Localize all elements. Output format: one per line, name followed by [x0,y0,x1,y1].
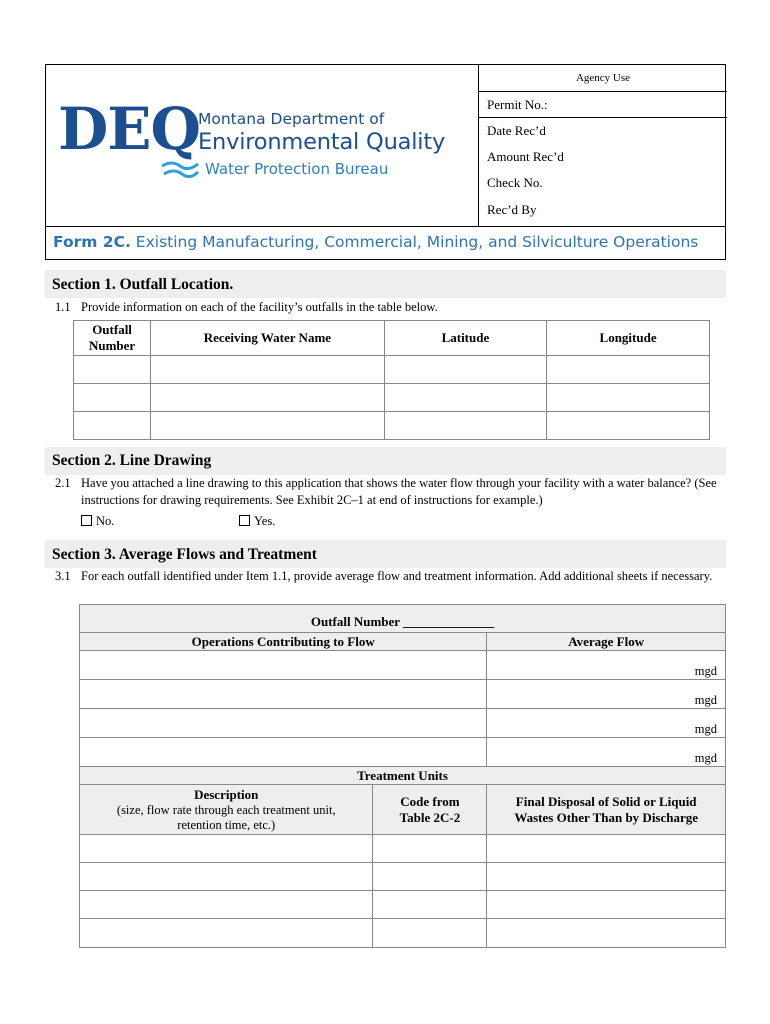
option-no[interactable] [81,513,114,530]
divider [45,226,726,227]
col-longitude: Longitude [547,321,710,356]
no-checkbox[interactable] [81,515,92,526]
agency-use-label: Agency Use [479,64,727,92]
operation-cell[interactable] [80,651,487,680]
latitude-cell[interactable] [384,412,547,440]
table-row [80,919,726,948]
disposal-header: Final Disposal of Solid or Liquid Wastes Other Than by Discharge [487,785,726,835]
col-receiving-water: Receiving Water Name [151,321,385,356]
ops-contributing-header: Operations Contributing to Flow [80,633,487,651]
water-waves-icon [160,158,200,180]
table-row [74,412,710,440]
outfall-location-table [73,320,710,440]
receiving-water-cell[interactable] [151,356,385,384]
description-title: Description [194,787,259,802]
form-title-text: Existing Manufacturing, Commercial, Mining, and Silviculture Operations [135,233,699,251]
longitude-cell[interactable] [547,384,710,412]
outfall-number-cell[interactable] [74,356,151,384]
disposal-cell[interactable] [487,919,726,948]
code-header: Code from Table 2C-2 [373,785,487,835]
outfall-number-cell[interactable] [74,384,151,412]
permit-no-field[interactable]: Permit No.: [479,92,727,118]
check-no-field[interactable]: Check No. [487,175,543,190]
item-2-1-number: 2.1 [55,476,71,490]
description-cell[interactable] [80,835,373,863]
option-yes-label: Yes. [254,514,276,528]
section1-heading: Section 1. Outfall Location. [52,276,234,293]
average-flow-cell[interactable]: mgd [487,680,726,709]
average-flow-cell[interactable]: mgd [487,738,726,767]
receiving-water-cell[interactable] [151,412,385,440]
code-cell[interactable] [373,919,487,948]
logo-department: Montana Department of [198,110,385,128]
outfall-number-cell[interactable] [74,412,151,440]
item-1-1-number: 1.1 [55,300,71,314]
code-cell[interactable] [373,835,487,863]
treatment-units-header: Treatment Units [80,767,726,785]
deq-logo-letters: DEQ [58,95,201,163]
option-no-label: No. [96,514,115,528]
col-latitude: Latitude [384,321,547,356]
item-2-1-text: Have you attached a line drawing to this application that shows the water flow through your facility with a water balance? (See instructions for drawing requirements. See Exhibit 2C–1 at end of instructions for example.) [81,476,717,507]
average-flow-header: Average Flow [487,633,726,651]
operation-cell[interactable] [80,709,487,738]
yes-checkbox[interactable] [239,515,250,526]
col-outfall-number: Outfall Number [74,321,151,356]
longitude-cell[interactable] [547,412,710,440]
table-row [80,738,726,767]
description-subtitle: (size, flow rate through each treatment unit, retention time, etc.) [116,803,336,832]
flows-treatment-table [79,604,726,948]
item-3-1-number: 3.1 [55,569,71,583]
disposal-cell[interactable] [487,891,726,919]
operation-cell[interactable] [80,738,487,767]
table-row [80,680,726,709]
table-row [80,835,726,863]
option-yes[interactable] [239,513,275,530]
table-row [74,356,710,384]
logo-bureau: Water Protection Bureau [205,160,389,178]
code-cell[interactable] [373,891,487,919]
disposal-cell[interactable] [487,863,726,891]
table-row [80,709,726,738]
average-flow-cell[interactable]: mgd [487,651,726,680]
receiving-water-cell[interactable] [151,384,385,412]
section2-heading: Section 2. Line Drawing [52,452,212,469]
date-received-field[interactable]: Date Rec’d [487,123,546,138]
form-title [53,233,698,251]
description-cell[interactable] [80,863,373,891]
code-cell[interactable] [373,863,487,891]
table-row [80,863,726,891]
latitude-cell[interactable] [384,356,547,384]
operation-cell[interactable] [80,680,487,709]
description-cell[interactable] [80,891,373,919]
table-row [80,891,726,919]
description-header [80,785,373,835]
disposal-cell[interactable] [487,835,726,863]
item-3-1-text: For each outfall identified under Item 1.1, provide average flow and treatment information. Add additional sheets if necessary. [81,569,713,583]
longitude-cell[interactable] [547,356,710,384]
agency-use-box [478,64,726,226]
description-cell[interactable] [80,919,373,948]
amount-received-field[interactable]: Amount Rec’d [487,149,564,164]
table-row [80,651,726,680]
section3-heading: Section 3. Average Flows and Treatment [52,546,317,563]
form-number: Form 2C. [53,233,131,251]
table-row [74,384,710,412]
outfall-number-label[interactable]: Outfall Number ______________ [80,605,726,633]
received-by-field[interactable]: Rec’d By [487,202,537,217]
item-1-1-text: Provide information on each of the facility’s outfalls in the table below. [81,300,438,314]
average-flow-cell[interactable]: mgd [487,709,726,738]
latitude-cell[interactable] [384,384,547,412]
logo-environmental-quality: Environmental Quality [198,129,446,155]
